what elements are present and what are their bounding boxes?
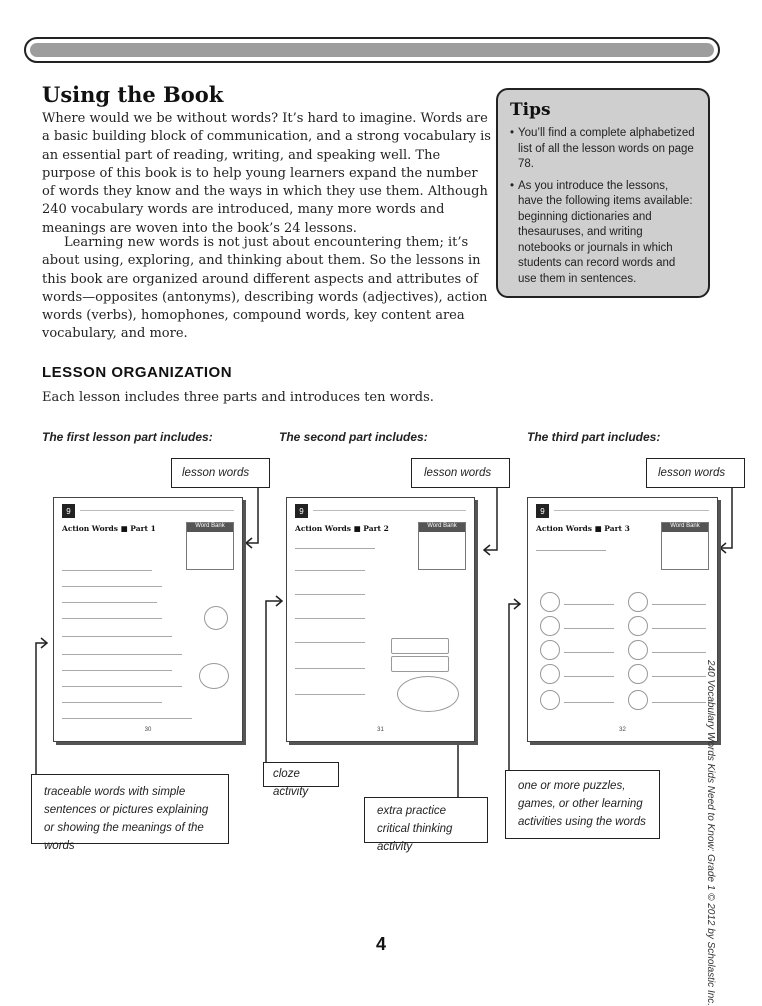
callout-puzzles-games: one or more puzzles, games, or other learning activities using the words xyxy=(505,770,660,839)
lesson-thumbnail-part-2: 9 Action Words ■ Part 2 Word Bank 31 xyxy=(286,497,475,742)
tip-item: • As you introduce the lessons, have the following items available: beginning dictionaries and thesauruses, and writing notebooks or journals in which students can record words and use them in sentences. xyxy=(510,179,693,285)
tips-title: Tips xyxy=(510,100,551,120)
page-number: 4 xyxy=(375,934,386,954)
tip-item: • You’ll find a complete alphabetized list of all the lesson words on page 78. xyxy=(510,127,695,170)
intro-paragraph-1: Where would we be without words? It’s hard to imagine. Words are a basic building block of communication, and a strong vocabulary is an essential part of reading, writing, and speaking well. The purpose of this book is to help young learners expand the number of words they know and the ways in which they use them. Although 240 vocabulary words are introduced, many more words and meanings are woven into the book’s 24 lessons. xyxy=(42,111,491,236)
callout-cloze-activity: cloze activity xyxy=(263,762,339,787)
callout-lesson-words-1: lesson words xyxy=(171,458,270,488)
callout-traceable-words: traceable words with simple sentences or pictures explaining or showing the meanings of the words xyxy=(31,774,229,844)
lesson-thumbnail-part-3: 9 Action Words ■ Part 3 Word Bank 32 xyxy=(527,497,718,742)
copyright-credit: 240 Vocabulary Words Kids Need to Know: Grade 1 © 2012 by Scholastic Inc. xyxy=(705,660,716,1006)
page-title: Using the Book xyxy=(42,82,224,107)
section-title: LESSON ORGANIZATION xyxy=(42,364,233,381)
column-heading-third: The third part includes: xyxy=(527,430,661,444)
intro-paragraph-2: Learning new words is not just about encountering them; it’s about using, exploring, and thinking about them. So the lessons in this book are organized around different aspects and attributes of words—opposites (antonyms), describing words (adjectives), action words (verbs), homophones, compound words, key content area vocabulary, and more. xyxy=(42,235,488,342)
callout-lesson-words-2: lesson words xyxy=(411,458,510,488)
callout-extra-practice: extra practice critical thinking activity xyxy=(364,797,488,843)
column-heading-first: The first lesson part includes: xyxy=(42,430,213,444)
column-heading-second: The second part includes: xyxy=(279,430,428,444)
section-intro: Each lesson includes three parts and introduces ten words. xyxy=(42,390,434,405)
lesson-thumbnail-part-1: 9 Action Words ■ Part 1 Word Bank 30 xyxy=(53,497,243,742)
callout-lesson-words-3: lesson words xyxy=(646,458,745,488)
